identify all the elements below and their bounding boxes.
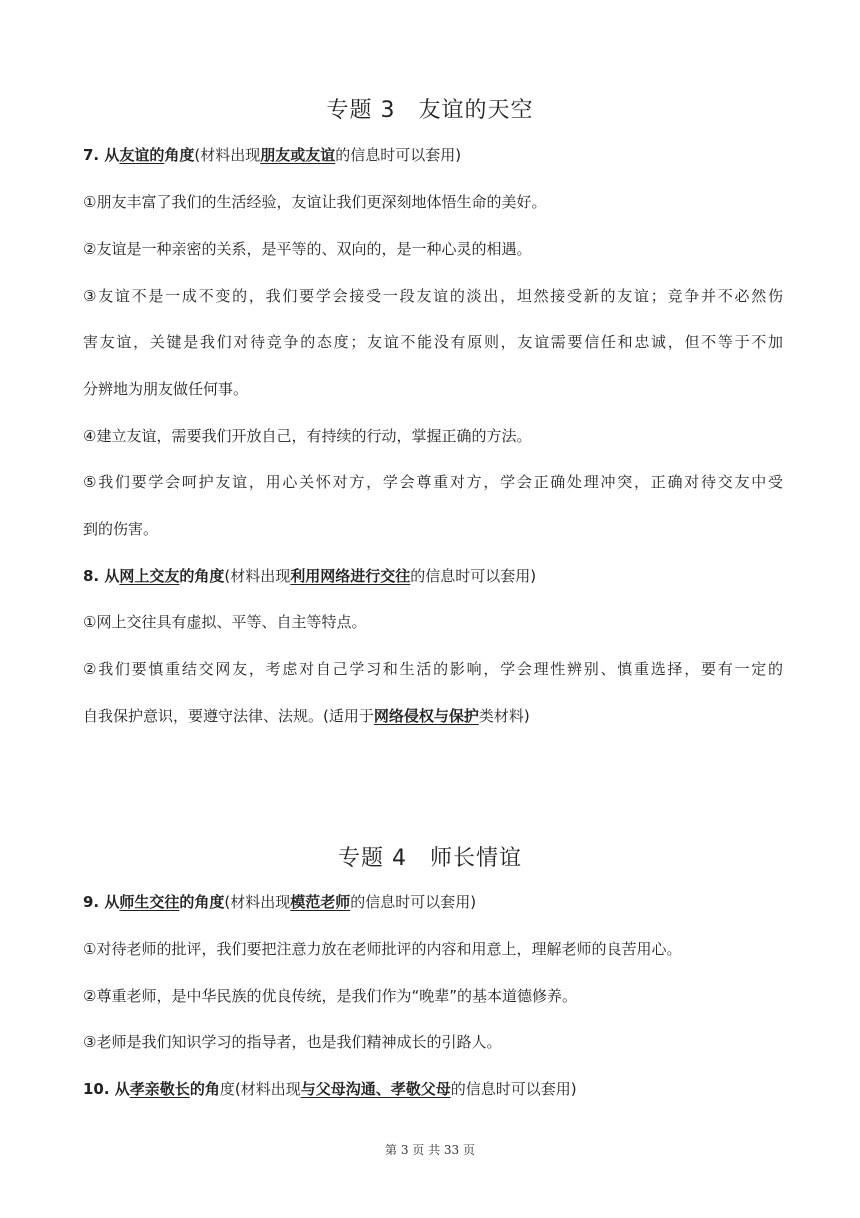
item-10-angle: 的角: [189, 1080, 220, 1098]
item-7-heading: [83, 144, 783, 165]
item-8-note-open: (材料出现: [224, 567, 291, 585]
item-10-number: 10. 从: [83, 1080, 130, 1098]
item-10-heading: [83, 1078, 783, 1099]
item-10-material-keyword: 与父母沟通、孝敬父母: [300, 1080, 451, 1098]
item-8-angle: 的角度: [179, 567, 225, 585]
item-9-heading: [83, 891, 783, 912]
paragraph: ②我们要慎重结交网友，考虑对自己学习和生活的影响，学会理性辨别、慎重选择，要有一定的: [83, 660, 783, 678]
item-7-angle: 角度: [164, 146, 195, 164]
paragraph: ③老师是我们知识学习的指导者，也是我们精神成长的引路人。: [83, 1033, 502, 1051]
page-footer: 第 3 页 共 33 页: [385, 1143, 475, 1157]
item-9-keyword: 师生交往: [119, 893, 180, 911]
section-title-4: 专题 4 师长情谊: [338, 846, 522, 871]
paragraph: 分辨地为朋友做任何事。: [83, 380, 249, 398]
paragraph-text: 类材料): [478, 707, 530, 725]
paragraph: ②友谊是一种亲密的关系，是平等的、双向的，是一种心灵的相遇。: [83, 240, 532, 258]
item-10-note-close: 的信息时可以套用): [450, 1080, 577, 1098]
paragraph-text: 自我保护意识，要遵守法律、法规。(适用于: [83, 707, 374, 725]
item-8-note-close: 的信息时可以套用): [410, 567, 537, 585]
paragraph: ①网上交往具有虚拟、平等、自主等特点。: [83, 613, 367, 631]
item-7-number: 7. 从: [83, 146, 120, 164]
section-title-3: 专题 3 友谊的天空: [326, 98, 534, 123]
item-8-heading: [83, 565, 783, 586]
paragraph: ⑤我们要学会呵护友谊，用心关怀对方，学会尊重对方，学会正确处理冲突，正确对待交友中受: [83, 473, 783, 491]
item-8-keyword: 网上交友: [119, 567, 180, 585]
item-9-angle: 的角度: [179, 893, 225, 911]
paragraph: ①朋友丰富了我们的生活经验，友谊让我们更深刻地体悟生命的美好。: [83, 193, 547, 211]
item-7-keyword: 友谊的: [119, 146, 165, 164]
item-9-note-close: 的信息时可以套用): [350, 893, 477, 911]
item-10-note-open: (材料出现: [234, 1080, 301, 1098]
item-9-note-open: (材料出现: [224, 893, 291, 911]
item-10-angle-end: 度: [219, 1080, 235, 1098]
item-7-material-keyword: 朋友或友谊: [260, 146, 336, 164]
item-9-number: 9. 从: [83, 893, 120, 911]
paragraph: ④建立友谊，需要我们开放自己，有持续的行动，掌握正确的方法。: [83, 427, 532, 445]
item-10-keyword: 孝亲敬长: [129, 1080, 190, 1098]
item-7-note-close: 的信息时可以套用): [335, 146, 462, 164]
paragraph: ②尊重老师，是中华民族的优良传统，是我们作为“晚辈”的基本道德修养。: [83, 987, 577, 1005]
item-8-material-keyword: 利用网络进行交往: [290, 567, 411, 585]
paragraph: 到的伤害。: [83, 520, 159, 538]
paragraph-with-keyword: [83, 705, 783, 726]
paragraph: ③友谊不是一成不变的，我们要学会接受一段友谊的淡出，坦然接受新的友谊；竞争并不必然伤: [83, 287, 783, 305]
paragraph: ①对待老师的批评，我们要把注意力放在老师批评的内容和用意上，理解老师的良苦用心。: [83, 940, 682, 958]
item-7-note-open: (材料出现: [194, 146, 261, 164]
item-8-number: 8. 从: [83, 567, 120, 585]
paragraph: 害友谊，关键是我们对待竞争的态度；友谊不能没有原则，友谊需要信任和忠诚，但不等于不加: [83, 333, 783, 351]
keyword: 网络侵权与保护: [373, 707, 479, 725]
item-9-material-keyword: 模范老师: [290, 893, 351, 911]
